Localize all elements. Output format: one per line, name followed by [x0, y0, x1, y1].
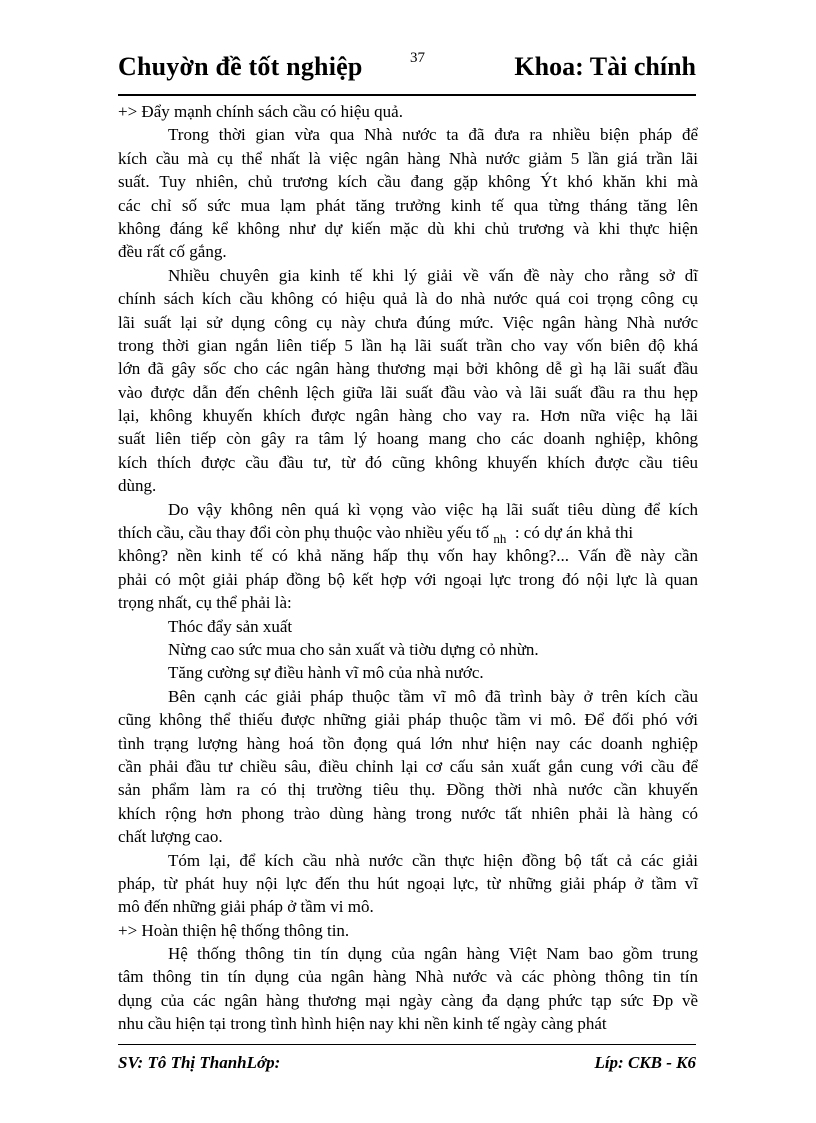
- list-item: Nừng cao sức mua cho sản xuất và tiờu dựng cỏ nhừn.: [168, 639, 539, 659]
- text-fragment: thích cầu, cầu thay đổi còn phụ thuộc vào nhiều yếu tố: [118, 523, 490, 543]
- paragraph-line: tình trạng lượng hàng hoá tồn đọng quá lớn như hiện nay các doanh nghiệp: [118, 733, 698, 753]
- paragraph-line: sản phẩm làm ra có thị trường tiêu thụ. Đồng thời nhà nước cần khuyến: [118, 780, 698, 800]
- paragraph-line: Bên cạnh các giải pháp thuộc tầm vĩ mô đã trình bày ở trên kích cầu: [168, 686, 698, 706]
- paragraph-line: mô đến những giải pháp ở tầm vi mô.: [118, 897, 374, 917]
- page-number: 37: [410, 50, 425, 66]
- heading-line: +> Đẩy mạnh chính sách cầu có hiệu quả.: [118, 102, 403, 121]
- paragraph-line: chính sách kích cầu không có hiệu quả là do nhà nước quá coi trọng công cụ: [118, 289, 698, 309]
- paragraph-line: dụng của các ngân hàng thương mại ngày càng đa dạng phức tạp sức Ðp về: [118, 990, 698, 1010]
- paragraph-line: không? nền kinh tế có khả năng hấp thụ vốn hay không?... Vấn đề này cần: [118, 546, 698, 566]
- paragraph-line: Tóm lại, để kích cầu nhà nước cần thực hiện đồng bộ tất cả các giải: [168, 850, 698, 870]
- paragraph-line: suất liên tiếp còn gây ra tâm lý hoang mang cho các doanh nghiệp, không: [118, 429, 698, 449]
- footer-rule: [118, 1044, 696, 1045]
- text-fragment: : có dự án khả thi: [506, 523, 634, 543]
- paragraph-line: lãi suất lại sử dụng công cụ này chưa đúng mức. Việc ngân hàng Nhà nước: [118, 312, 698, 332]
- paragraph-line: lại, không khuyến khích được ngân hàng cho vay ra. Hơn nữa việc hạ lãi: [118, 406, 698, 426]
- paragraph-line: vào được dẫn đến chênh lệch giữa lãi suất đầu vào và lãi suất đầu ra thu hẹp: [118, 382, 698, 402]
- paragraph-line: khích rộng hơn phong trào dùng hàng trong nước tất nhiên phải là hàng có: [118, 803, 698, 823]
- footer-student: SV: Tô Thị ThanhLớp:: [118, 1053, 281, 1072]
- paragraph-line: đều rất cố gắng.: [118, 242, 227, 262]
- document-body: [118, 100, 698, 1036]
- paragraph-line: Nhiều chuyên gia kinh tế khi lý giải về vấn đề này cho rằng sở dĩ: [168, 265, 698, 285]
- header-rule: [118, 94, 696, 96]
- paragraph-line: trong thời gian ngắn liên tiếp 5 lần hạ lãi suất trần cho vay vốn biên độ khá: [118, 335, 698, 355]
- paragraph-line: kích cầu mà cụ thể nhất là việc ngân hàng Nhà nước giảm 5 lần giá trần lãi: [118, 148, 698, 168]
- paragraph-line: suất. Tuy nhiên, chủ trương kích cầu đang gặp không Ýt khó khăn khi mà: [118, 172, 698, 192]
- paragraph-line: không đáng kể không như dự kiến mặc dù khi chủ trương và khi thực hiện: [118, 218, 698, 238]
- paragraph-line: tâm thông tin tín dụng của ngân hàng Nhà nước và các phòng thông tin tín: [118, 967, 698, 987]
- footer-class: Líp: CKB - K6: [594, 1053, 696, 1072]
- header-title-right: Khoa: Tài chính: [514, 52, 696, 81]
- list-item: Thóc đẩy sản xuất: [168, 616, 293, 636]
- paragraph-line: cũng không thể thiếu được những giải pháp thuộc tầm vi mô. Để đối phó với: [118, 710, 698, 730]
- paragraph-line: Trong thời gian vừa qua Nhà nước ta đã đưa ra nhiều biện pháp để: [168, 125, 698, 145]
- paragraph-line: nhu cầu hiện tại trong tình hình hiện nay khi nền kinh tế ngày càng phát: [118, 1014, 607, 1034]
- paragraph-line: trọng nhất, cụ thể phải là:: [118, 593, 292, 613]
- heading-line: +> Hoàn thiện hệ thống thông tin.: [118, 920, 350, 940]
- paragraph-line: cần phải đầu tư chiều sâu, điều chỉnh lại cơ cấu sản xuất gắn cung với cầu để: [118, 756, 698, 776]
- paragraph-line: dùng.: [118, 476, 157, 496]
- header-title-left: Chuyờn đề tốt nghiệp: [118, 52, 363, 81]
- paragraph-line: Hệ thống thông tin tín dụng của ngân hàng Việt Nam bao gồm trung: [168, 944, 698, 964]
- paragraph-line-mixed: [118, 521, 698, 547]
- list-item: Tăng cường sự điều hành vĩ mô của nhà nước.: [168, 663, 484, 683]
- page-header: [118, 50, 696, 90]
- subscript-fragment: nh: [493, 531, 507, 547]
- paragraph-line: lớn đã gây sốc cho các ngân hàng thương mại bởi không dễ gì hạ lãi suất đầu: [118, 359, 698, 379]
- paragraph-line: phải có một giải pháp đồng bộ kết hợp với ngoại lực trong đó nội lực là quan: [118, 569, 698, 589]
- paragraph-line: chất lượng cao.: [118, 827, 223, 847]
- paragraph-line: kích thích được cầu đầu tư, từ đó cũng không khuyến khích được cầu tiêu: [118, 452, 698, 472]
- paragraph-line: các chỉ số sức mua lạm phát tăng trưởng kinh tế qua từng tháng tăng lên: [118, 195, 698, 215]
- paragraph-line: pháp, từ phát huy nội lực đến thu hút ngoại lực, từ những giải pháp ở tầm vĩ: [118, 873, 698, 893]
- paragraph-line: Do vậy không nên quá kì vọng vào việc hạ lãi suất tiêu dùng để kích: [168, 499, 698, 519]
